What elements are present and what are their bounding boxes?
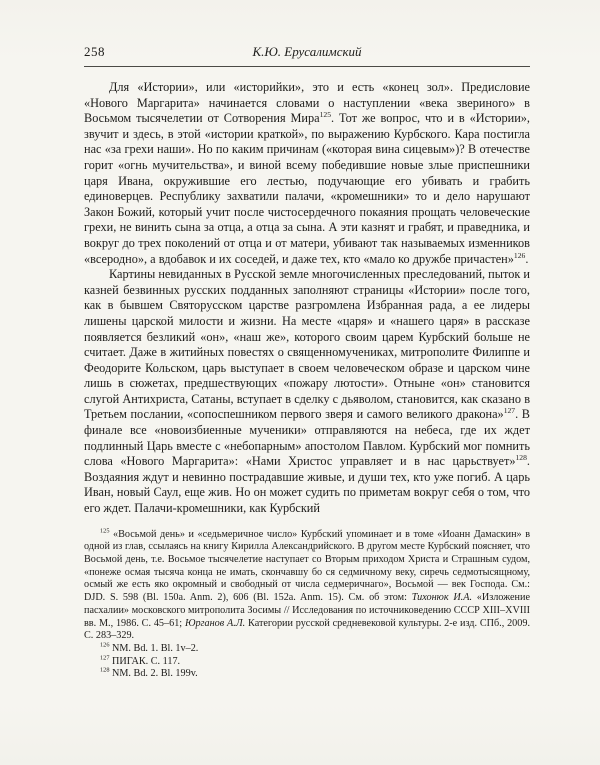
- running-head: К.Ю. Ерусалимский: [252, 44, 362, 59]
- header-rule: [84, 66, 530, 67]
- footnotes: [84, 529, 530, 681]
- footnote: [84, 643, 530, 656]
- footnote-marker: 126: [100, 641, 110, 649]
- paragraph: Картины невиданных в Русской земле многочисленных преследований, пыток и казней безвинных русских подданных заполняют страницы «Истории» после того, как в бывшем Святорусском царстве разгромлена Избранная рада, а ее лидеры лишены царской милости и жизни. На месте «царя» и «нашего царя» в рассказе появляется безликий «он», «наш же», которого своим царем Курбский больше не считает. Даже в житийных повестях о священномучениках, митрополите Филиппе и Феодорите Кольском, царь выступает в своем человеческом образе и царском чине лишь в сюжетах, предшествующих «пожару лютости». Отныне «он» становится слугой Антихриста, Сатаны, вступает в сделку с дьяволом, становится, как сказано в Третьем послании, «сопоспешником первого зверя и самого великого дракона»$^{127}$. В финале все «новоизбиенные мученики» отправляются на небеса, где их ждет подлинный Царь вместе с «небопарным» апостолом Павлом. Курбский мог помнить слова «Нового Маргарита»: «Нами Христос управляет и в нас царьствует»$^{128}$. Воздаяния ждут и невинно пострадавшие живые, и души тех, кто уже погиб. А царь Иван, новый Саул, еще жив. Но он может судить по приметам вокруг себя о том, что его ждет. Палачи-кромешники, как Курбский: [84, 267, 530, 516]
- footnote-text: NM. Bd. 2. Bl. 199v.: [112, 668, 198, 680]
- footnote-text: NM. Bd. 1. Bl. 1v–2.: [112, 642, 199, 654]
- footnote-text: ПИГАК. С. 117.: [112, 655, 181, 667]
- page-number: 258: [84, 44, 105, 59]
- footnote-marker: 127: [100, 654, 110, 662]
- footnote: [84, 668, 530, 681]
- body-text: [84, 80, 530, 517]
- footnote: [84, 656, 530, 669]
- page-header: [84, 44, 530, 63]
- footnote-text: «Восьмой день» и «седьмеричное число» Курбский упоминает и в томе «Иоанн Дамаскин» в одной из глав, ссылаясь на книгу Кирилла Александрийского. В другом месте Курбский поясняет, что Восьмой день, т.е. Восьмое тысячелетие наступает со Вторым приходом Христа и Страшным судом, «понеже осмая тысяча конца не имать, скончавшу бо ся седмичному веку, сиречь седмотысящному, осмый же есть яко окромный и свободный от числа седмеричнаго», Восьмой — век Господа. См.: DJD. S. 598 (Bl. 150a. Anm. 2), 606 (Bl. 152a. Anm. 15). См. об этом: Тихонюк И.А. «Изложение пасхалии» московского митрополита Зосимы // Исследования по источниковедению СССР XIII–XVIII вв. М., 1986. С. 45–61; Юрганов А.Л. Категории русской средневековой культуры. 2-е изд. СПб., 2009. С. 283–329.: [84, 528, 531, 642]
- footnote: [84, 529, 530, 643]
- footnote-marker: 125: [100, 527, 110, 535]
- paragraph: Для «Истории», или «историйки», это и есть «конец зол». Предисловие «Нового Маргарита» начинается словами о наступлении «века звериного» в Восьмом тысячелетии от Сотворения Мира$^{125}$. Тот же вопрос, что и в «Истории», звучит и здесь, в этой «истории краткой», по выражению Курбского. Кара постигла нас «за грехи наши». Но по каким причинам («которая вина сицевым»)? В отечестве горит «огнь мучительства», и виной всему победившие новые злые приспешники царя Ивана, окружившие его лестью, подучающие его убивать и грабить единоверцев. Республику захватили палачи, «кромешники» то и дело нарушают Закон Божий, который учит после чистосердечного покаяния прощать человеческие грехи, не винить сына за отца, а отца за сына. А эти казнят и грабят, и праведника, и вокруг до трех поколений от отца и от матери, убивают так называемых изменников «всеродно», а вдобавок и их соседей, и даже тех, кто «мало ко дружбе причастен»$^{126}$.: [84, 80, 530, 266]
- footnote-marker: 128: [100, 666, 110, 674]
